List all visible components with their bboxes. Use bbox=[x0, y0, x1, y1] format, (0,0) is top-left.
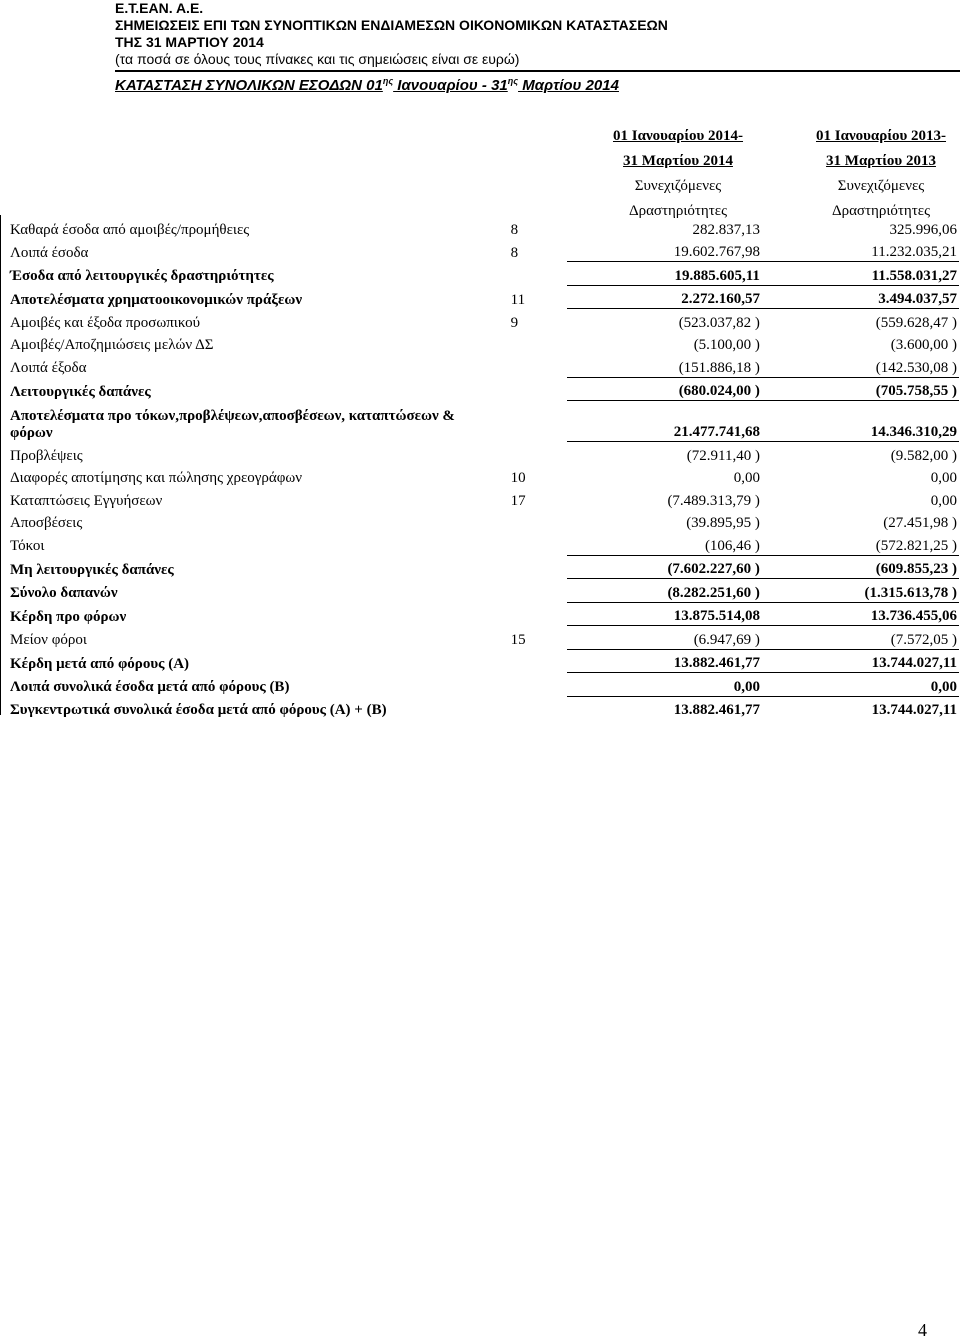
row-label: Διαφορές αποτίμησης και πώλησης χρεογράφων bbox=[10, 470, 303, 486]
table-row-grand-total bbox=[9, 696, 959, 719]
row-note bbox=[511, 673, 568, 697]
row-value-2014: (106,46 ) bbox=[704, 537, 760, 554]
table-row-subtotal bbox=[9, 377, 959, 401]
row-value-2014: (151.886,18 ) bbox=[678, 359, 760, 376]
row-value-2014: 0,00 bbox=[567, 673, 771, 697]
row-label: Λειτουργικές δαπάνες bbox=[10, 383, 151, 400]
row-value-2013: 13.744.027,11 bbox=[871, 702, 957, 718]
row-value-2014: 2.272.160,57 bbox=[567, 285, 771, 309]
row-note bbox=[511, 332, 568, 355]
table-row-total bbox=[9, 649, 959, 673]
row-value-2013: (7.572,05 ) bbox=[772, 626, 959, 650]
row-value-2014: 282.837,13 bbox=[692, 221, 760, 238]
row-label: Συγκεντρωτικά συνολικά έσοδα μετά από φόρους (Α) + (Β) bbox=[10, 702, 387, 718]
row-note: 9 bbox=[510, 314, 519, 331]
row-value-2014: 13.882.461,77 bbox=[673, 702, 760, 718]
table-row bbox=[9, 354, 959, 377]
row-value-2013: (27.451,98 ) bbox=[883, 515, 957, 531]
row-label: Καθαρά έσοδα από αμοιβές/προμήθειες bbox=[10, 221, 250, 238]
row-value-2014: 0,00 bbox=[733, 470, 760, 486]
page-number: 4 bbox=[918, 1320, 927, 1340]
table-row bbox=[9, 673, 959, 697]
row-note: 11 bbox=[510, 291, 526, 308]
row-value-2013: 11.232.035,21 bbox=[871, 244, 957, 260]
column-header-2013 bbox=[781, 124, 960, 224]
row-value-2013: (559.628,47 ) bbox=[875, 314, 957, 331]
row-value-2014: 19.602.767,98 bbox=[673, 244, 760, 260]
row-value-2013: 0,00 bbox=[930, 492, 957, 509]
column-header-2014 bbox=[578, 124, 778, 224]
row-label: Αποτελέσματα προ τόκων,προβλέψεων,αποσβέσεων, καταπτώσεων & φόρων bbox=[10, 407, 455, 441]
row-value-2013: 14.346.310,29 bbox=[772, 401, 959, 442]
row-note bbox=[511, 602, 568, 626]
income-statement-table bbox=[9, 216, 959, 719]
table-row-total bbox=[9, 579, 959, 603]
row-label: Αποσβέσεις bbox=[10, 515, 83, 531]
row-value-2013: (572.821,25 ) bbox=[875, 537, 957, 554]
table-row bbox=[9, 239, 959, 262]
row-label: Μη λειτουργικές δαπάνες bbox=[10, 561, 174, 578]
column-period-end: 31 Μαρτίου 2013 bbox=[826, 153, 936, 169]
statement-title bbox=[115, 76, 619, 94]
row-value-2014: (6.947,69 ) bbox=[567, 626, 771, 650]
row-note: 8 bbox=[510, 221, 519, 238]
row-label: Τόκοι bbox=[10, 538, 45, 554]
row-value-2014: 19.885.605,11 bbox=[567, 262, 771, 286]
row-note bbox=[511, 555, 568, 579]
row-value-2013: 0,00 bbox=[772, 673, 959, 697]
row-value-2013: 0,00 bbox=[930, 470, 957, 486]
table-row-subtotal bbox=[9, 262, 959, 286]
title-part-2: Ιανουαρίου - 31 bbox=[393, 77, 508, 94]
row-value-2013: 13.744.027,11 bbox=[772, 649, 959, 673]
table-row bbox=[9, 442, 959, 465]
row-label: Λοιπά έξοδα bbox=[10, 360, 87, 376]
row-label: Καταπτώσεις Εγγυήσεων bbox=[10, 492, 163, 509]
document-header bbox=[115, 0, 960, 68]
row-value-2013: 3.494.037,57 bbox=[772, 285, 959, 309]
title-part-3: Μαρτίου 2014 bbox=[518, 77, 619, 94]
table-row bbox=[9, 216, 959, 239]
row-value-2013: (3.600,00 ) bbox=[890, 337, 957, 353]
company-name: Ε.Τ.ΕΑΝ. Α.Ε. bbox=[115, 0, 204, 16]
column-period-start: 01 Ιανουαρίου 2014- bbox=[612, 128, 744, 144]
row-label: Σύνολο δαπανών bbox=[10, 585, 118, 601]
row-note: 17 bbox=[510, 492, 526, 509]
date-line: ΤΗΣ 31 ΜΑΡΤΙΟΥ 2014 bbox=[115, 34, 264, 50]
row-value-2014: (7.489.313,79 ) bbox=[667, 492, 760, 509]
row-value-2014: (72.911,40 ) bbox=[686, 447, 760, 464]
row-label: Αποτελέσματα χρηματοοικονομικών πράξεων bbox=[10, 291, 303, 308]
row-value-2014: 13.875.514,08 bbox=[567, 602, 771, 626]
row-value-2014: (5.100,00 ) bbox=[693, 337, 760, 353]
table-row-subtotal bbox=[9, 401, 959, 442]
row-note: 8 bbox=[510, 244, 519, 261]
row-value-2013: (142.530,08 ) bbox=[875, 359, 957, 376]
row-note bbox=[511, 696, 568, 719]
row-value-2013: (1.315.613,78 ) bbox=[772, 579, 959, 603]
column-activity-label: Δραστηριότητες bbox=[628, 203, 728, 219]
column-activity-type: Συνεχιζόμενες bbox=[837, 178, 925, 194]
row-value-2013: (609.855,23 ) bbox=[772, 555, 959, 579]
table-row bbox=[9, 285, 959, 309]
left-margin-rule bbox=[0, 215, 1, 715]
row-value-2014: (680.024,00 ) bbox=[567, 377, 771, 401]
row-label: Αμοιβές και έξοδα προσωπικού bbox=[10, 314, 200, 331]
row-note bbox=[511, 377, 568, 401]
row-value-2014: 13.882.461,77 bbox=[567, 649, 771, 673]
row-label: Κέρδη προ φόρων bbox=[10, 608, 127, 625]
row-note bbox=[511, 532, 568, 555]
row-value-2013: (705.758,55 ) bbox=[772, 377, 959, 401]
column-activity-label: Δραστηριότητες bbox=[831, 203, 931, 219]
table-row bbox=[9, 510, 959, 533]
row-label: Μείον φόροι bbox=[10, 632, 87, 648]
row-note bbox=[511, 579, 568, 603]
row-label: Έσοδα από λειτουργικές δραστηριότητες bbox=[10, 268, 274, 284]
column-period-start: 01 Ιανουαρίου 2013- bbox=[815, 128, 947, 144]
row-value-2014: (523.037,82 ) bbox=[678, 314, 760, 331]
row-value-2014: (7.602.227,60 ) bbox=[567, 555, 771, 579]
row-note bbox=[511, 354, 568, 377]
row-value-2013: (9.582,00 ) bbox=[890, 447, 957, 464]
row-note: 15 bbox=[510, 632, 526, 648]
row-value-2014: (39.895,95 ) bbox=[686, 515, 760, 531]
table-row bbox=[9, 309, 959, 332]
table-row bbox=[9, 332, 959, 355]
row-note bbox=[511, 442, 568, 465]
row-label: Προβλέψεις bbox=[10, 447, 83, 464]
row-label: Λοιπά έσοδα bbox=[10, 244, 89, 261]
header-divider bbox=[115, 70, 960, 72]
table-row-subtotal bbox=[9, 555, 959, 579]
column-period-end: 31 Μαρτίου 2014 bbox=[623, 153, 733, 169]
row-note bbox=[511, 649, 568, 673]
row-value-2013: 325.996,06 bbox=[889, 221, 957, 238]
notes-title: ΣΗΜΕΙΩΣΕΙΣ ΕΠΙ ΤΩΝ ΣΥΝΟΠΤΙΚΩΝ ΕΝΔΙΑΜΕΣΩΝ ΟΙΚΟΝΟΜΙΚΩΝ ΚΑΤΑΣΤΑΣΕΩΝ bbox=[115, 17, 668, 33]
row-value-2013: 11.558.031,27 bbox=[772, 262, 959, 286]
title-sup-2: ης bbox=[507, 76, 519, 86]
row-label: Λοιπά συνολικά έσοδα μετά από φόρους (Β) bbox=[10, 679, 290, 695]
currency-note: (τα ποσά σε όλους τους πίνακες και τις σημειώσεις είναι σε ευρώ) bbox=[115, 51, 520, 67]
table-row bbox=[9, 626, 959, 650]
row-note bbox=[511, 262, 568, 286]
row-value-2014: (8.282.251,60 ) bbox=[567, 579, 771, 603]
row-label: Κέρδη μετά από φόρους (Α) bbox=[10, 655, 190, 672]
title-part-1: ΚΑΤΑΣΤΑΣΗ ΣΥΝΟΛΙΚΩΝ ΕΣΟΔΩΝ 01 bbox=[115, 77, 383, 94]
title-sup-1: ης bbox=[382, 76, 394, 86]
column-activity-type: Συνεχιζόμενες bbox=[634, 178, 722, 194]
row-note bbox=[511, 401, 568, 442]
row-note bbox=[511, 510, 568, 533]
row-value-2014: 21.477.741,68 bbox=[567, 401, 771, 442]
row-value-2013: 13.736.455,06 bbox=[772, 602, 959, 626]
row-note: 10 bbox=[510, 470, 526, 486]
row-label: Αμοιβές/Αποζημιώσεις μελών ΔΣ bbox=[10, 337, 214, 353]
table-row bbox=[9, 487, 959, 510]
table-row bbox=[9, 532, 959, 555]
table-row bbox=[9, 465, 959, 488]
table-row-total bbox=[9, 602, 959, 626]
